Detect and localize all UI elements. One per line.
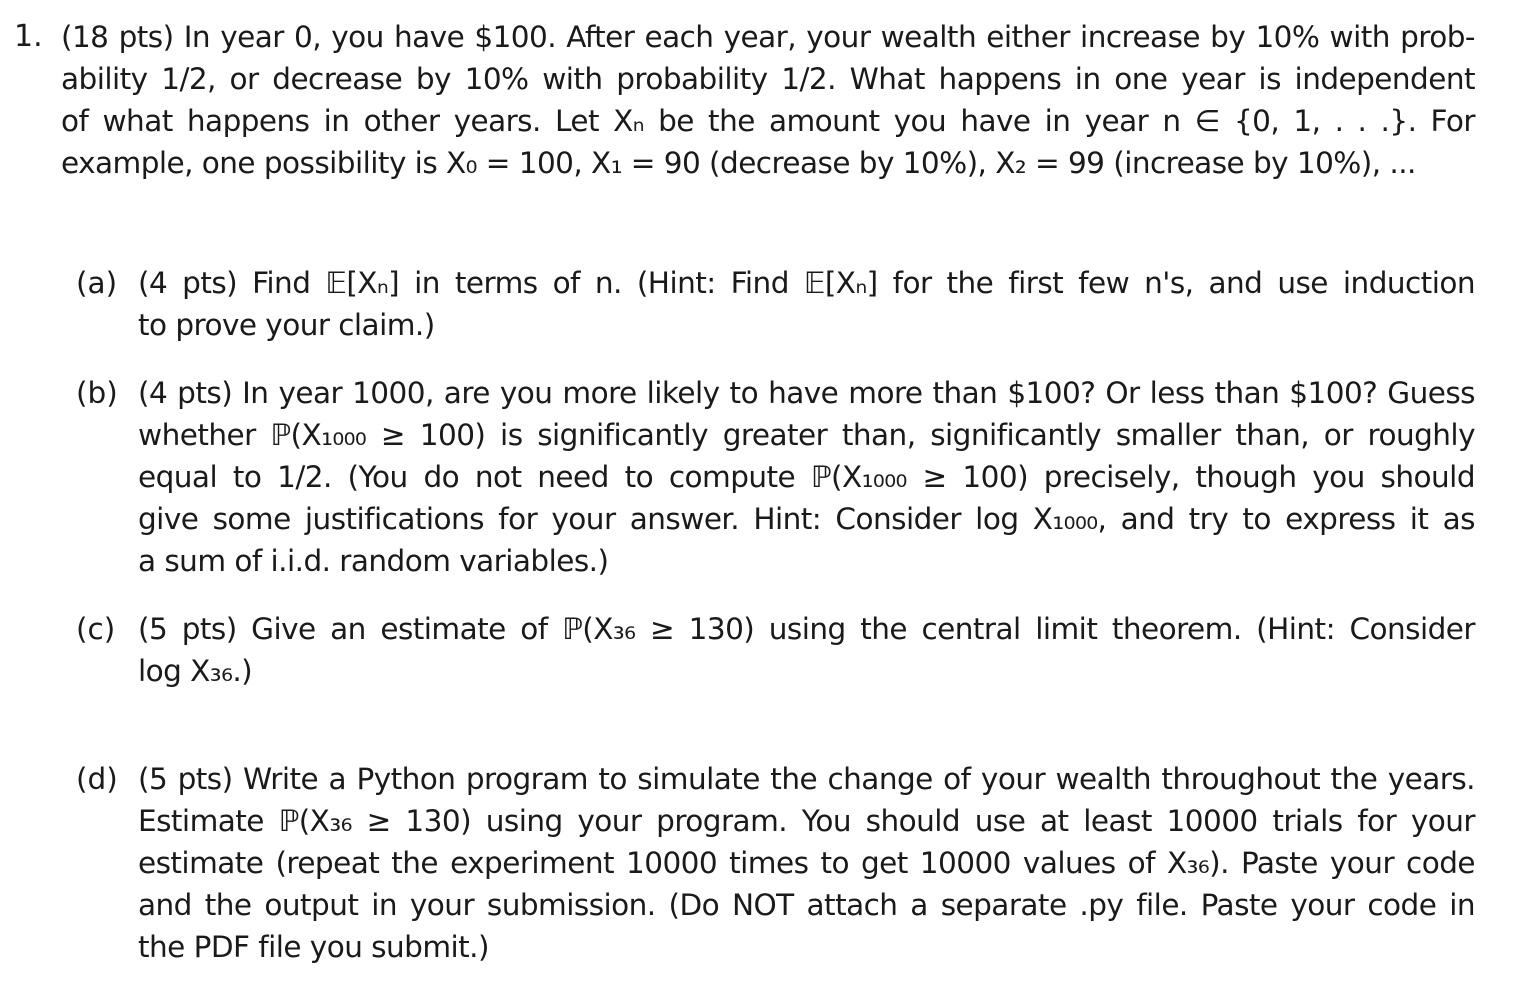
part-b-line-1: (4 pts) In year 1000, are you more likely to have more than $100? Or less than $100? Guess [138,376,1475,410]
part-d-line-5: the PDF file you submit.) [138,930,489,964]
part-b-label: (b) [76,376,118,410]
part-b-text [138,372,1475,582]
part-d-line-3: estimate (repeat the experiment 10000 times to get 10000 values of X₃₆). Paste your code [138,846,1475,880]
part-a-label: (a) [76,266,118,300]
intro-line-2: ability 1/2, or decrease by 10% with probability 1/2. What happens in one year is independent [61,62,1475,96]
part-c-line-1: (5 pts) Give an estimate of ℙ(X₃₆ ≥ 130) using the central limit theorem. (Hint: Consider [138,612,1475,646]
part-d-line-4: and the output in your submission. (Do NOT attach a separate .py file. Paste your code in [138,888,1475,922]
part-c-text [138,608,1475,692]
part-d-label: (d) [76,762,118,796]
part-b-line-4: give some justifications for your answer. Hint: Consider log X₁₀₀₀, and try to express it as [138,502,1475,536]
part-c-line-2: log X₃₆.) [138,654,253,688]
part-d-text [138,758,1475,968]
intro-line-4: example, one possibility is X₀ = 100, X₁ = 90 (decrease by 10%), X₂ = 99 (increase by 10%), ... [61,146,1416,180]
intro-line-1: (18 pts) In year 0, you have $100. After each year, your wealth either increase by 10% with prob- [61,20,1475,54]
part-b-line-3: equal to 1/2. (You do not need to compute ℙ(X₁₀₀₀ ≥ 100) precisely, though you should [138,460,1475,494]
part-b-line-5: a sum of i.i.d. random variables.) [138,544,609,578]
problem-intro [61,16,1475,184]
part-d-line-1: (5 pts) Write a Python program to simulate the change of your wealth throughout the years. [138,762,1475,796]
part-a-line-1: (4 pts) Find 𝔼[Xₙ] in terms of n. (Hint: Find 𝔼[Xₙ] for the first few n's, and use induction [138,266,1475,300]
part-d-line-2: Estimate ℙ(X₃₆ ≥ 130) using your program. You should use at least 10000 trials for your [138,804,1475,838]
problem-number: 1. [14,19,43,54]
part-b-line-2: whether ℙ(X₁₀₀₀ ≥ 100) is significantly greater than, significantly smaller than, or roughly [138,418,1475,452]
intro-line-3: of what happens in other years. Let Xₙ be the amount you have in year n ∈ {0, 1, . . .}. For [61,104,1475,138]
part-a-text [138,262,1475,346]
part-a-line-2: to prove your claim.) [138,308,435,342]
part-c-label: (c) [76,612,116,646]
